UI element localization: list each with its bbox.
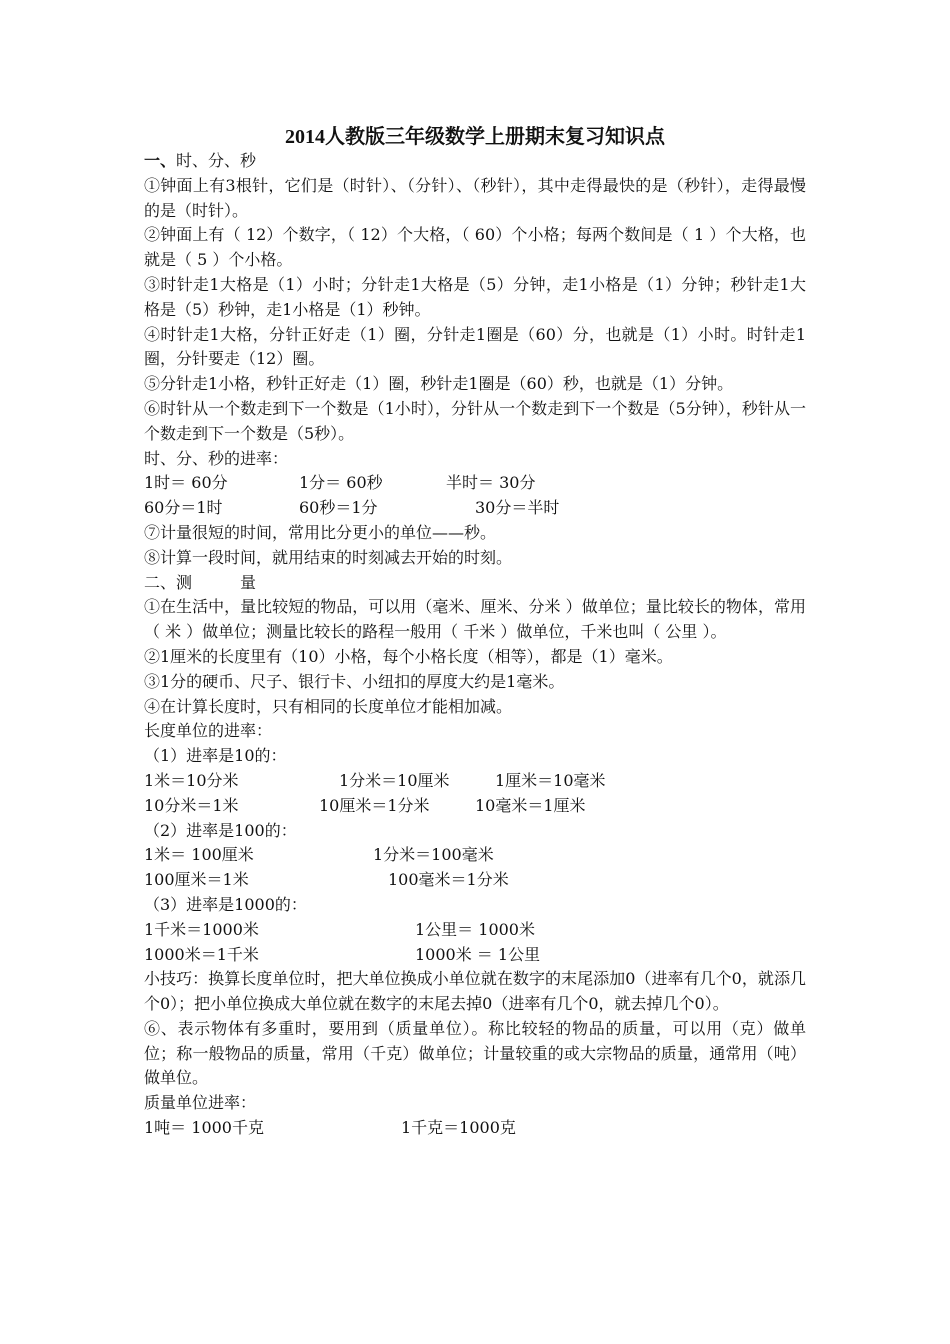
paragraph: ①在生活中，量比较短的物品，可以用（毫米、厘米、分米 ）做单位；量比较长的物体，常用（ 米 ）做单位；测量比较长的路程一般用（ 千米 ）做单位，千米也叫（ 公里 ）。	[144, 597, 806, 642]
paragraph: 时、分、秒的进率：	[144, 448, 289, 468]
rate-cell: 10分米＝1米	[144, 795, 239, 815]
rate-cell: 1分米＝10厘米	[339, 770, 450, 790]
paragraph: 长度单位的进率：	[144, 721, 273, 741]
rate-cell: 100厘米＝1米	[144, 870, 249, 890]
rate-cell: 1千克＝1000克	[401, 1118, 516, 1138]
mass-rate-label: 质量单位进率：	[144, 1093, 257, 1113]
section-1-heading	[144, 149, 806, 174]
paragraph: ②钟面上有（ 12）个数字，（ 12）个大格，（ 60）个小格；每两个数间是（ 1 ）个大格，也就是（ 5 ）个小格。	[144, 225, 806, 270]
rate-cell: 60秒＝1分	[299, 498, 378, 518]
paragraph: ⑧计算一段时间，就用结束的时刻减去开始的时刻。	[144, 547, 513, 567]
rate-cell: 1米＝10分米	[144, 770, 239, 790]
length-rate-row	[144, 868, 806, 893]
document-title: 2014人教版三年级数学上册期末复习知识点	[285, 126, 665, 148]
rate-cell: 1公里＝ 1000米	[415, 919, 535, 939]
rate-cell: 1米＝ 100厘米	[144, 845, 254, 865]
rate-cell: 30分＝半时	[475, 498, 560, 518]
rate-cell: 1000米 ＝ 1公里	[415, 944, 541, 964]
rate-cell: 1时＝ 60分	[144, 473, 228, 493]
rate-cell: 1000米＝1千米	[144, 944, 259, 964]
rate-cell: 100毫米＝1分米	[388, 870, 509, 890]
section-1-number: 一、	[144, 151, 177, 170]
length-rate-row	[144, 843, 806, 868]
paragraph: ⑤分针走1小格，秒针正好走（1）圈，秒针走1圈是（60）秒，也就是（1）分钟。	[144, 374, 734, 394]
paragraph: ④在计算长度时，只有相同的长度单位才能相加减。	[144, 696, 513, 716]
length-rate-row	[144, 794, 806, 819]
rate-cell: 10毫米＝1厘米	[475, 795, 586, 815]
rate-cell: 1千米＝1000米	[144, 919, 259, 939]
paragraph: ⑥时针从一个数走到下一个数是（1小时），分针从一个数走到下一个数是（5分钟），秒针从一个数走到下一个数是（5秒）。	[144, 398, 806, 443]
paragraph: ⑥、表示物体有多重时，要用到（质量单位）。称比较轻的物品的质量，可以用（克）做单位；称一般物品的质量，常用（千克）做单位；计量较重的或大宗物品的质量，通常用（吨）做单位。	[144, 1018, 806, 1088]
paragraph: ②1厘米的长度里有（10）小格，每个小格长度（相等），都是（1）毫米。	[144, 646, 673, 666]
rate-cell: 60分＝1时	[144, 498, 223, 518]
section-1-title: 时、分、秒	[176, 151, 257, 170]
rate-cell: 半时＝ 30分	[446, 473, 536, 493]
time-rate-row	[144, 471, 806, 496]
rate-10-label: （1）进率是10的：	[144, 746, 287, 766]
rate-cell: 1厘米＝10毫米	[495, 770, 606, 790]
time-rate-row	[144, 496, 806, 521]
rate-1000-label: （3）进率是1000的：	[144, 894, 307, 914]
length-rate-row	[144, 769, 806, 794]
length-rate-row	[144, 918, 806, 943]
section-2-heading: 二、测 量	[144, 572, 257, 592]
rate-100-label: （2）进率是100的：	[144, 820, 297, 840]
rate-cell: 1分＝ 60秒	[299, 473, 383, 493]
rate-cell: 1分米＝100毫米	[373, 845, 494, 865]
paragraph: ④时针走1大格，分针正好走（1）圈，分针走1圈是（60）分，也就是（1）小时。时针走1圈，分针要走（12）圈。	[144, 324, 806, 369]
tip-paragraph: 小技巧：换算长度单位时，把大单位换成小单位就在数字的末尾添加0（进率有几个0，就添几个0）；把小单位换成大单位就在数字的末尾去掉0（进率有几个0，就去掉几个0）。	[144, 969, 806, 1014]
paragraph: ⑦计量很短的时间，常用比分更小的单位——秒。	[144, 522, 497, 542]
mass-rate-row	[144, 1116, 806, 1141]
paragraph: ③1分的硬币、尺子、银行卡、小纽扣的厚度大约是1毫米。	[144, 671, 565, 691]
length-rate-row	[144, 943, 806, 968]
paragraph: ①钟面上有3根针，它们是（时针）、（分针）、（秒针），其中走得最快的是（秒针），走得最慢的是（时针）。	[144, 175, 806, 220]
rate-cell: 1吨＝ 1000千克	[144, 1118, 264, 1138]
document-body	[144, 149, 806, 1141]
rate-cell: 10厘米＝1分米	[319, 795, 430, 815]
paragraph: ③时针走1大格是（1）小时；分针走1大格是（5）分钟，走1小格是（1）分钟；秒针走1大格是（5）秒钟，走1小格是（1）秒钟。	[144, 274, 806, 319]
